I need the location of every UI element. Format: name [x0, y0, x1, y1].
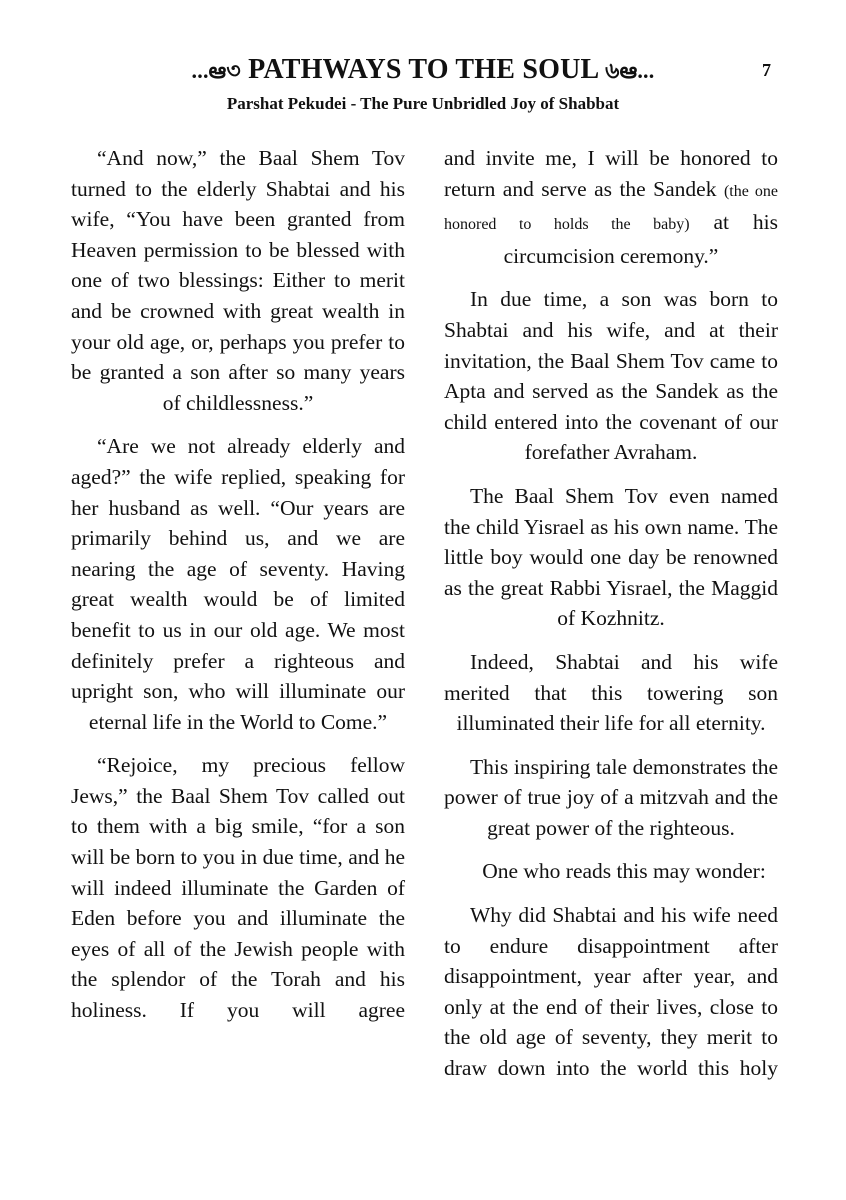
paragraph: “Rejoice, my precious fellow Jews,” the Baal Shem Tov called out to them with a big smile, “for a son will be born to you in due time, and he will indeed illuminate the Garden of Eden before you and illuminate the eyes of all of the Jewish people with the splendor of the Torah and his holiness. If you will agree: [71, 753, 405, 1023]
paragraph: Why did Shabtai and his wife need to endure disappointment after disappointment, year after year, and only at the end of their lives, close to the old age of seventy, they merit to draw down into the world this holy: [444, 903, 778, 1081]
paragraph: One who reads this may wonder:: [482, 859, 766, 884]
continuation-text: and invite me, I will be honored to return and serve as the Sandek: [444, 146, 778, 201]
ornament-right-icon: ৬ఆ...: [605, 58, 655, 83]
running-title: [0, 52, 846, 89]
publication-title: PATHWAYS TO THE SOUL: [248, 54, 598, 85]
continued-paragraph: [444, 143, 778, 271]
page-header: [0, 52, 846, 92]
parenthetical-note: (the one honored to holds the baby): [444, 182, 778, 234]
paragraph: “And now,” the Baal Shem Tov turned to the elderly Shabtai and his wife, “You have been granted from Heaven permission to be blessed with one of two blessings: Either to merit and be crowned with great wealth in your old age, or, perhaps you prefer to be granted a son after so many years of childlessness.”: [71, 146, 405, 415]
page-number: 7: [762, 60, 771, 80]
paragraph: “Are we not already elderly and aged?” the wife replied, speaking for her husband as well. “Our years are primarily behind us, and we are nearing the age of seventy. Having great wealth would be of limited benefit to us in our old age. We most definitely prefer a righteous and upright son, who will illuminate our eternal life in the World to Come.”: [71, 434, 405, 734]
paragraph: In due time, a son was born to Shabtai and his wife, and at their invitation, the Baal Shem Tov came to Apta and served as the Sandek as the child entered into the covenant of our forefather Avraham.: [444, 287, 778, 465]
paragraph: This inspiring tale demonstrates the power of true joy of a mitzvah and the great power of the righteous.: [444, 754, 778, 840]
right-column: [444, 143, 778, 1097]
paragraph: The Baal Shem Tov even named the child Yisrael as his own name. The little boy would one day be renowned as the great Rabbi Yisrael, the Maggid of Kozhnitz.: [444, 483, 778, 631]
left-column: [71, 143, 405, 1039]
article-subtitle: Parshat Pekudei - The Pure Unbridled Joy of Shabbat: [226, 94, 620, 113]
paragraph: Indeed, Shabtai and his wife merited that this towering son illuminated their life for all eternity.: [444, 649, 778, 736]
ornament-left-icon: ...ఆ৩: [191, 58, 241, 83]
continuation-text: at his circumcision ceremony.”: [503, 210, 779, 268]
